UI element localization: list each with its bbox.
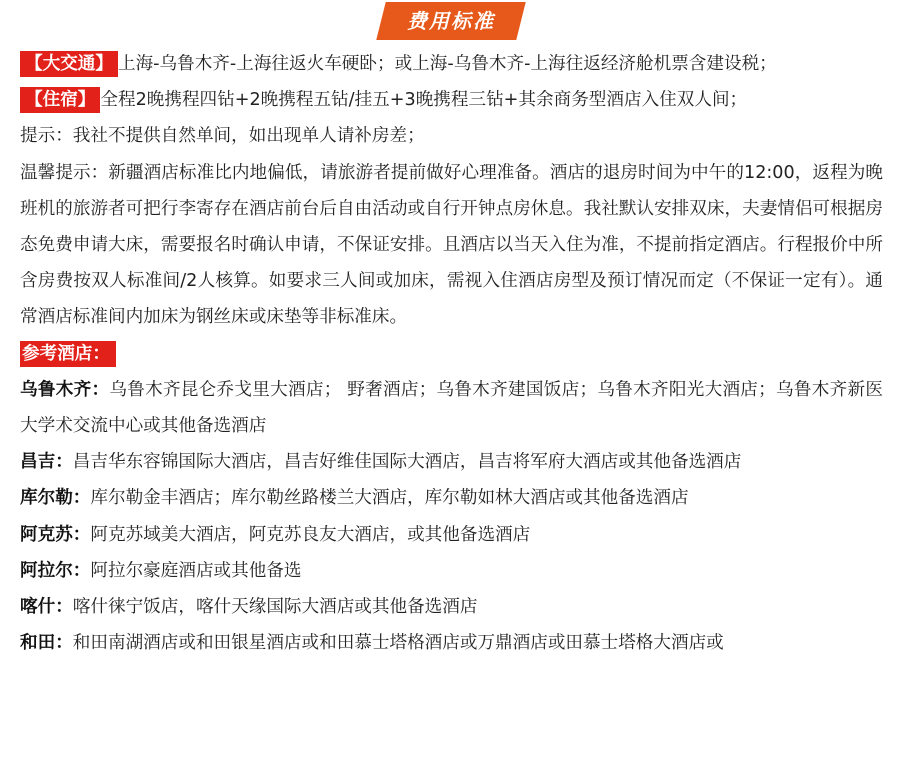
lodging-paragraph <box>20 82 883 118</box>
hotel-list: 和田南湖酒店或和田银星酒店或和田慕士塔格酒店或万鼎酒店或田慕士塔格大酒店或 <box>72 633 724 654</box>
hotel-entry <box>20 625 883 661</box>
hotel-entry <box>20 517 883 553</box>
lodging-tag: 【住宿】 <box>20 87 100 113</box>
reference-tag: 参考酒店： <box>20 341 116 367</box>
hotel-entry <box>20 589 883 625</box>
hotel-entry <box>20 372 883 444</box>
transport-paragraph <box>20 46 883 82</box>
hotel-list: 乌鲁木齐昆仑乔戈里大酒店； 野奢酒店；乌鲁木齐建国饭店；乌鲁木齐阳光大酒店；乌鲁木齐新医大学术交流中心或其他备选酒店 <box>20 379 883 437</box>
lodging-tip: 提示：我社不提供自然单间，如出现单人请补房差； <box>20 126 425 147</box>
hotel-entry <box>20 480 883 516</box>
hotel-list: 阿拉尔豪庭酒店或其他备选 <box>90 560 302 581</box>
hotel-city: 库尔勒： <box>20 488 91 509</box>
hotel-list: 昌吉华东容锦国际大酒店，昌吉好维佳国际大酒店，昌吉将军府大酒店或其他备选酒店 <box>72 452 742 473</box>
hotel-list: 喀什徕宁饭店，喀什天缘国际大酒店或其他备选酒店 <box>72 597 478 618</box>
hotel-list: 阿克苏域美大酒店，阿克苏良友大酒店，或其他备选酒店 <box>90 524 531 545</box>
reference-heading <box>20 336 883 372</box>
transport-tag: 【大交通】 <box>20 51 118 77</box>
header <box>0 0 905 46</box>
section-title: 费用标准 <box>407 9 495 33</box>
hotel-city: 喀什： <box>20 597 73 618</box>
lodging-text: 全程2晚携程四钻+2晚携程五钻/挂五+3晚携程三钻+其余商务型酒店入住双人间； <box>100 90 748 111</box>
hotel-city: 和田： <box>20 633 73 654</box>
hotel-city: 阿克苏： <box>20 524 91 545</box>
hotel-city: 乌鲁木齐： <box>20 379 110 400</box>
hotel-entry <box>20 444 883 480</box>
hotel-city: 昌吉： <box>20 452 73 473</box>
hotel-city: 阿拉尔： <box>20 560 91 581</box>
lodging-warm-tip: 温馨提示：新疆酒店标准比内地偏低，请旅游者提前做好心理准备。酒店的退房时间为中午的12:00，返程为晚班机的旅游者可把行李寄存在酒店前台后自由活动或自行开钟点房休息。我社默认安排双床，夫妻情侣可根据房态免费申请大床，需要报名时确认申请，不保证安排。且酒店以当天入住为准，不提前指定酒店。行程报价中所含房费按双人标准间/2人核算。如要求三人间或加床，需视入住酒店房型及预订情况而定（不保证一定有）。通常酒店标准间内加床为钢丝床或床垫等非标准床。 <box>20 162 883 328</box>
hotel-entry <box>20 553 883 589</box>
transport-text: 上海-乌鲁木齐-上海往返火车硬卧；或上海-乌鲁木齐-上海往返经济舱机票含建设税； <box>117 54 777 74</box>
hotel-list: 库尔勒金丰酒店；库尔勒丝路楼兰大酒店，库尔勒如林大酒店或其他备选酒店 <box>90 488 689 509</box>
content <box>0 46 905 661</box>
